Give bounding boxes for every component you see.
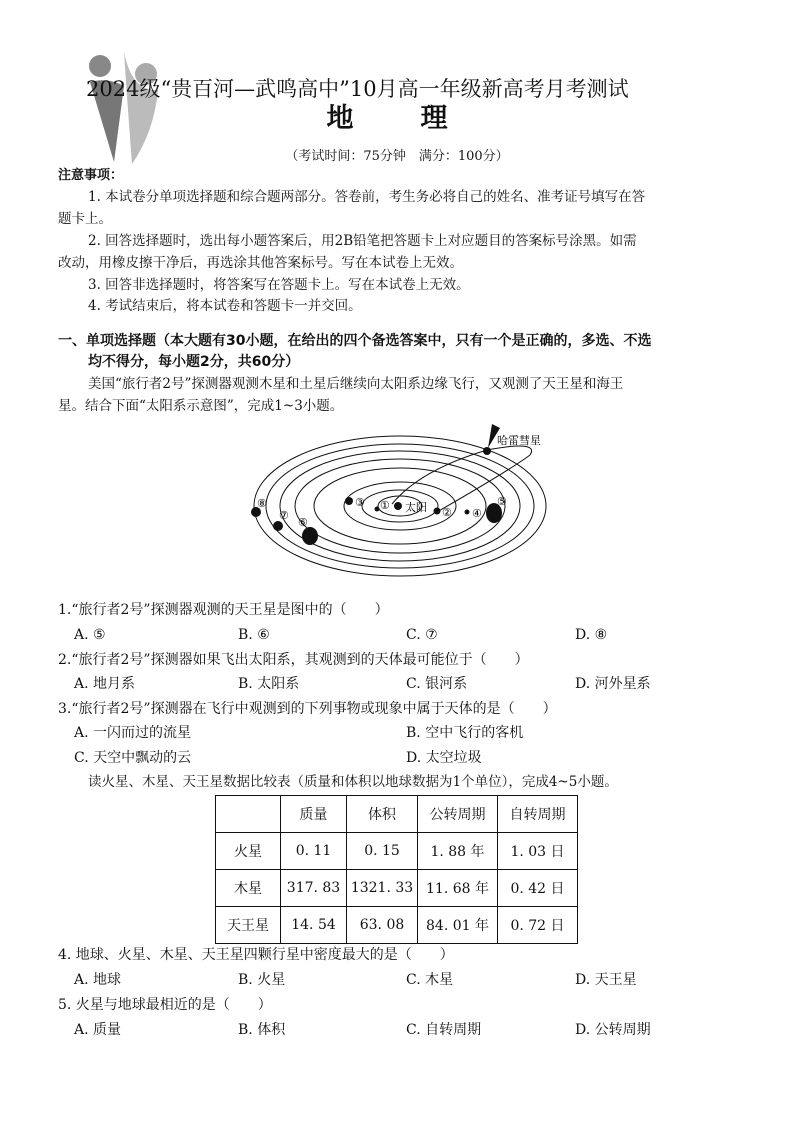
table-cell: 1. 88 年 xyxy=(418,833,498,870)
notes-heading: 注意事项： xyxy=(58,168,124,183)
option: B. 太阳系 xyxy=(238,676,300,692)
planet-label: ⑦ xyxy=(279,509,289,522)
table-row xyxy=(216,833,578,870)
exam-info: （考试时间：75分钟 满分：100分） xyxy=(285,149,509,164)
option: D. ⑧ xyxy=(575,627,608,643)
note-line: 题卡上。 xyxy=(58,211,112,227)
note-line: 4. 考试结束后，将本试卷和答题卡一并交回。 xyxy=(88,298,362,314)
option: C. 银河系 xyxy=(406,676,468,692)
table-header: 自转周期 xyxy=(498,796,578,833)
table-cell: 11. 68 年 xyxy=(418,870,498,907)
option: B. 体积 xyxy=(238,1022,286,1038)
table-cell: 63. 08 xyxy=(347,907,418,944)
option: C. 木星 xyxy=(406,972,454,988)
planet-label: ① xyxy=(380,499,390,512)
option: C. 自转周期 xyxy=(406,1022,482,1038)
option: C. 天空中飘动的云 xyxy=(74,750,192,766)
option: A. ⑤ xyxy=(74,627,106,643)
intro-text: 美国“旅行者2号”探测器观测木星和土星后继续向太阳系边缘飞行，又观测了天王星和海王 xyxy=(88,376,624,392)
option: A. 质量 xyxy=(74,1022,122,1038)
table-header-row xyxy=(216,796,578,833)
table-row xyxy=(216,870,578,907)
option: B. 火星 xyxy=(238,972,286,988)
note-line: 改动，用橡皮擦干净后，再选涂其他答案标号。写在本试卷上无效。 xyxy=(58,255,463,271)
question-stem: 3.“旅行者2号”探测器在飞行中观测到的下列事物或现象中属于天体的是（ ） xyxy=(58,701,557,717)
option: D. 天王星 xyxy=(575,972,637,988)
option: B. 空中飞行的客机 xyxy=(406,725,524,741)
table-cell: 317. 83 xyxy=(281,870,347,907)
table-cell: 0. 42 日 xyxy=(498,870,578,907)
intro-text: 星。结合下面“太阳系示意图”，完成1~3小题。 xyxy=(58,398,344,414)
option: D. 太空垃圾 xyxy=(406,750,482,766)
planet-label: ⑥ xyxy=(298,516,308,529)
table-cell: 0. 72 日 xyxy=(498,907,578,944)
planet-label: ② xyxy=(442,506,452,519)
table-header xyxy=(216,796,281,833)
section-heading: 一、单项选择题（本大题有30小题，在给出的四个备选答案中，只有一个是正确的，多选、不选 xyxy=(58,333,652,349)
table-cell: 火星 xyxy=(216,833,281,870)
table-intro: 读火星、木星、天王星数据比较表（质量和体积以地球数据为1个单位），完成4~5小题。 xyxy=(88,774,618,790)
question-stem: 5. 火星与地球最相近的是（ ） xyxy=(58,997,272,1013)
table-header: 质量 xyxy=(281,796,347,833)
table-cell: 木星 xyxy=(216,870,281,907)
subject-title: 地 理 xyxy=(326,103,468,134)
table-cell: 0. 15 xyxy=(347,833,418,870)
exam-title: 2024级“贵百河—武鸣高中”10月高一年级新高考月考测试 xyxy=(86,77,629,101)
option: D. 公转周期 xyxy=(575,1022,651,1038)
question-stem: 1.“旅行者2号”探测器观测的天王星是图中的（ ） xyxy=(58,602,389,618)
note-line: 3. 回答非选择题时，将答案写在答题卡上。写在本试卷上无效。 xyxy=(88,277,470,293)
option: A. 一闪而过的流星 xyxy=(74,725,192,741)
table-row xyxy=(216,907,578,944)
table-cell: 84. 01 年 xyxy=(418,907,498,944)
option: D. 河外星系 xyxy=(575,676,651,692)
table-cell: 1. 03 日 xyxy=(498,833,578,870)
sun-label: 太阳 xyxy=(405,501,427,514)
question-stem: 4. 地球、火星、木星、天王星四颗行星中密度最大的是（ ） xyxy=(58,947,454,963)
table-cell: 14. 54 xyxy=(281,907,347,944)
table-header: 体积 xyxy=(347,796,418,833)
option: C. ⑦ xyxy=(406,627,438,643)
table-cell: 0. 11 xyxy=(281,833,347,870)
planet-data-table xyxy=(215,795,578,944)
question-stem: 2.“旅行者2号”探测器如果飞出太阳系，其观测到的天体最可能位于（ ） xyxy=(58,652,529,668)
comet-label: 哈雷彗星 xyxy=(497,434,541,447)
sun-icon xyxy=(394,502,402,510)
table-header: 公转周期 xyxy=(418,796,498,833)
note-line: 2. 回答选择题时，选出每小题答案后，用2B铅笔把答题卡上对应题目的答案标号涂黑。如需 xyxy=(88,233,637,249)
planet-label: ③ xyxy=(355,496,365,509)
option: B. ⑥ xyxy=(238,627,270,643)
option: A. 地球 xyxy=(74,972,122,988)
section-heading: 均不得分，每小题2分，共60分） xyxy=(88,354,300,370)
note-line: 1. 本试卷分单项选择题和综合题两部分。答卷前，考生务必将自己的姓名、准考证号填写在答 xyxy=(88,189,646,205)
table-cell: 天王星 xyxy=(216,907,281,944)
option: A. 地月系 xyxy=(74,676,136,692)
planet-label: ⑤ xyxy=(497,495,507,508)
table-cell: 1321. 33 xyxy=(347,870,418,907)
planet-label: ④ xyxy=(472,507,482,520)
planet-label: ⑧ xyxy=(257,497,267,510)
comet-icon xyxy=(483,447,491,455)
